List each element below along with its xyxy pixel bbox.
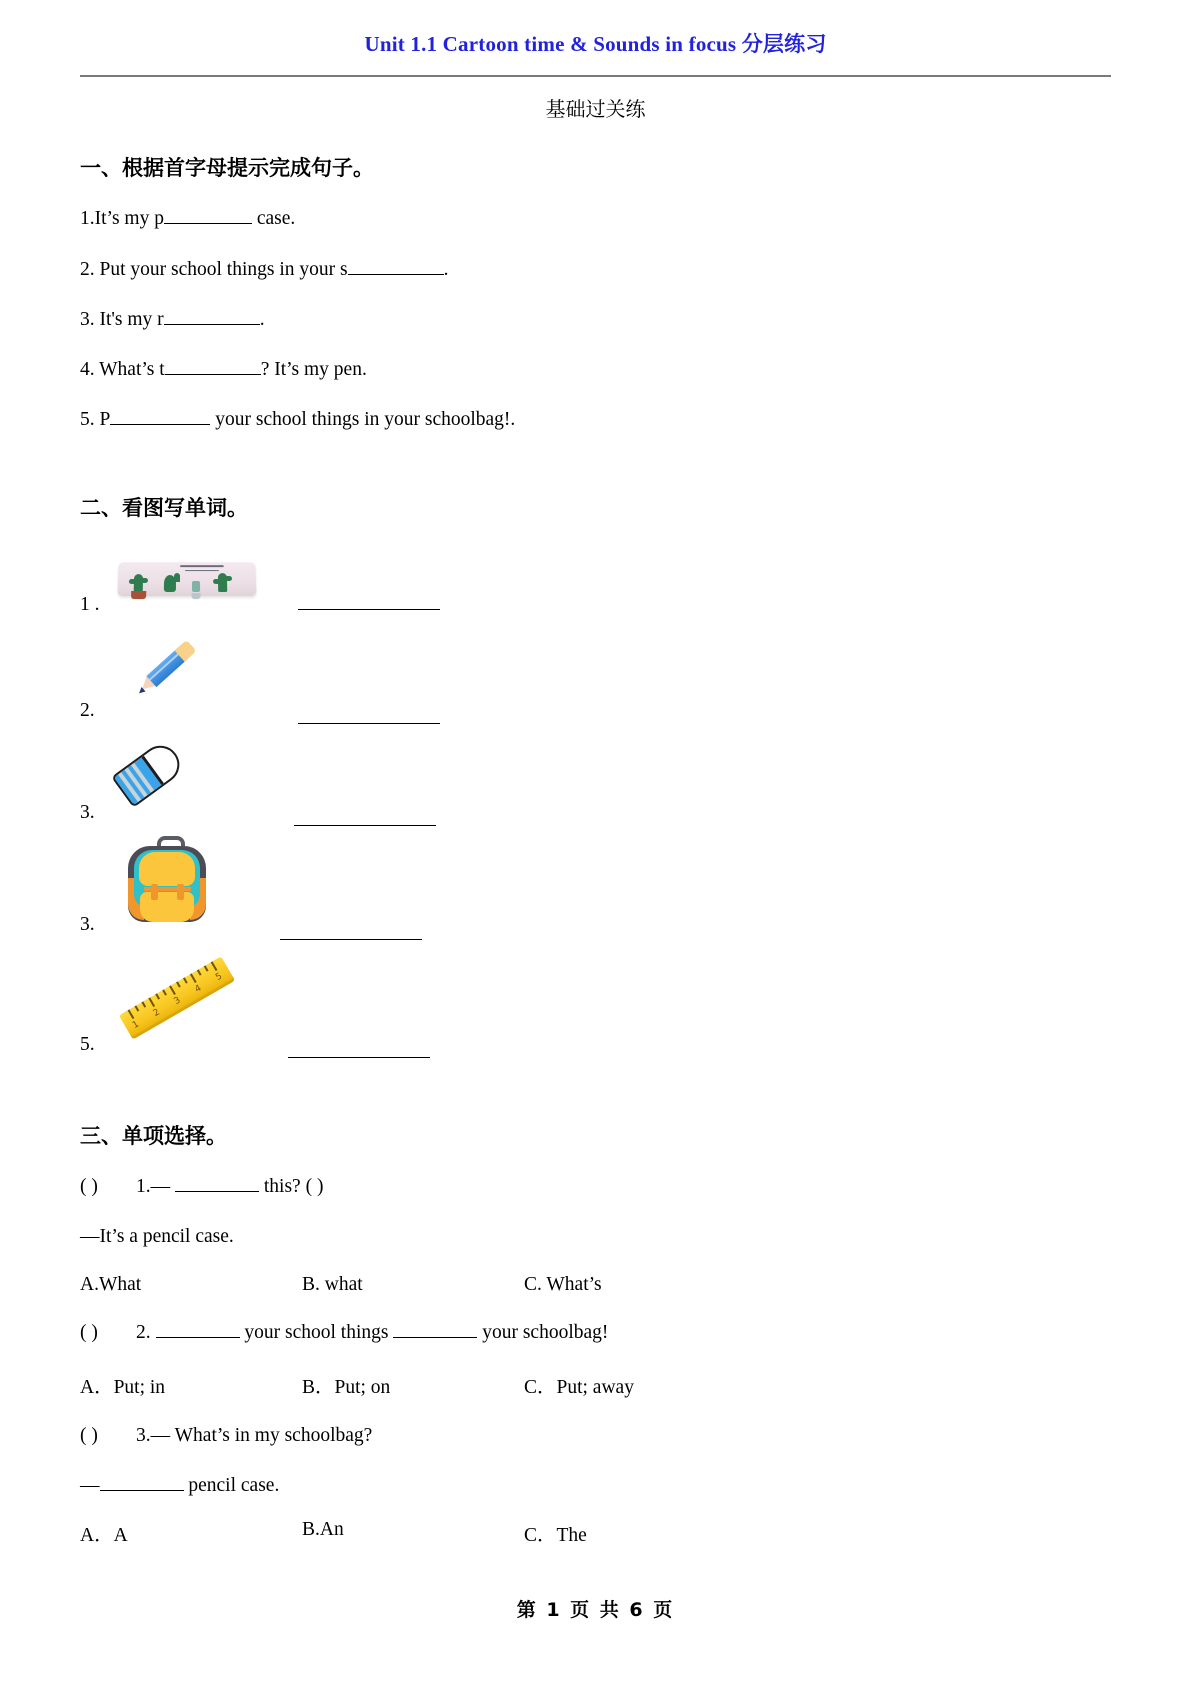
question-text: 3.— What’s in my schoolbag? — [136, 1424, 373, 1446]
item-number: 3. — [80, 801, 95, 823]
fill-blank[interactable] — [156, 1337, 240, 1338]
section-one-question-3 — [80, 307, 1111, 333]
question-text-mid: your school things — [244, 1322, 389, 1344]
section-two-heading: 二、看图写单词。 — [80, 495, 248, 520]
picture-word-list — [80, 540, 1111, 1058]
section-three-question-2 — [80, 1320, 1111, 1346]
question-text-end: case. — [251, 208, 296, 230]
option-c[interactable]: C．Put; away — [524, 1376, 634, 1398]
option-b[interactable]: B．Put; on — [302, 1376, 391, 1398]
fill-blank[interactable] — [165, 374, 261, 375]
section-three-question-2-options — [80, 1371, 1111, 1399]
backpack-icon — [124, 834, 210, 926]
option-b[interactable]: B.An — [302, 1519, 344, 1541]
answer-blank-2[interactable] — [298, 723, 440, 724]
item-number: 1 . — [80, 593, 100, 615]
pencil-icon — [128, 626, 208, 706]
section-three-heading: 三、单项选择。 — [80, 1123, 227, 1148]
answer-paren[interactable]: ( ) — [80, 1424, 98, 1446]
section-one-question-1 — [80, 206, 1111, 232]
picture-item-4 — [80, 828, 1111, 940]
picture-item-5 — [80, 940, 1111, 1058]
cactus-icon — [218, 573, 227, 592]
document-subtitle: 基础过关练 — [545, 97, 646, 122]
question-text: 5. P — [80, 409, 111, 431]
ruler-number: 4 — [193, 983, 204, 995]
ruler-body — [119, 956, 235, 1039]
fill-blank[interactable] — [100, 1490, 184, 1491]
section-three-question-3-options — [80, 1519, 1111, 1547]
option-c[interactable]: C．The — [524, 1525, 587, 1547]
ruler-number: 2 — [151, 1007, 162, 1019]
question-text-end: your schoolbag! — [482, 1322, 609, 1344]
picture-item-2 — [80, 616, 1111, 728]
pencil-case-icon — [118, 562, 256, 596]
fill-blank[interactable] — [175, 1191, 259, 1192]
title-divider — [80, 75, 1111, 77]
page-footer: 第 1 页 共 6 页 — [516, 1599, 675, 1621]
section-one-heading: 一、根据首字母提示完成句子。 — [80, 156, 374, 181]
ruler-number: 1 — [130, 1019, 141, 1031]
answer-suffix: pencil case. — [188, 1475, 280, 1496]
option-a[interactable]: A．Put; in — [80, 1376, 166, 1398]
section-three-question-3 — [80, 1423, 1111, 1449]
item-number: 3. — [80, 913, 95, 935]
question-text: 2. Put your school things in your s — [80, 258, 348, 280]
eraser-icon — [110, 732, 188, 810]
question-text: 1.It’s my p — [80, 208, 164, 230]
question-text: 1.— — [136, 1175, 171, 1197]
option-b[interactable]: B. what — [302, 1274, 363, 1296]
question-text-end: this? ( ) — [263, 1175, 324, 1197]
section-three-question-1 — [80, 1174, 1111, 1200]
question-text: 4. What’s t — [80, 359, 165, 381]
ruler-number: 3 — [172, 995, 183, 1007]
ruler-number: 5 — [214, 971, 225, 983]
option-c[interactable]: C. What’s — [524, 1274, 602, 1296]
answer-blank-3[interactable] — [294, 825, 436, 826]
question-text-end: . — [443, 258, 449, 280]
cactus-icon — [164, 575, 176, 592]
cactus-pot-icon — [192, 581, 200, 592]
option-a[interactable]: A.What — [80, 1274, 142, 1296]
answer-blank-1[interactable] — [298, 609, 440, 610]
fill-blank[interactable] — [348, 274, 444, 275]
section-three-question-1-options — [80, 1274, 1111, 1296]
section-one-question-2 — [80, 257, 1111, 283]
answer-blank-5[interactable] — [288, 1057, 430, 1058]
item-number: 5. — [80, 1033, 95, 1055]
answer-paren[interactable]: ( ) — [80, 1175, 98, 1197]
cactus-icon — [134, 574, 143, 592]
picture-item-1 — [80, 540, 1111, 616]
answer-prefix: — — [80, 1475, 100, 1496]
option-a[interactable]: A．A — [80, 1525, 128, 1547]
section-one-question-4 — [80, 357, 1111, 383]
picture-item-3 — [80, 728, 1111, 828]
question-text-end: your school things in your schoolbag!. — [210, 409, 516, 431]
fill-blank[interactable] — [393, 1337, 477, 1338]
question-text-end: ? It’s my pen. — [260, 359, 367, 381]
section-one-question-5 — [80, 407, 1111, 433]
fill-blank[interactable] — [164, 324, 260, 325]
question-text: 2. — [136, 1322, 151, 1344]
section-three-question-3-answer — [80, 1473, 1111, 1499]
question-text-end: . — [259, 308, 265, 330]
fill-blank[interactable] — [164, 223, 252, 224]
document-title: Unit 1.1 Cartoon time & Sounds in focus 分层练习 — [364, 32, 827, 56]
section-three-question-1-answer: —It’s a pencil case. — [80, 1226, 234, 1248]
fill-blank[interactable] — [110, 424, 210, 425]
item-number: 2. — [80, 699, 95, 721]
answer-paren[interactable]: ( ) — [80, 1322, 98, 1344]
question-text: 3. It's my r — [80, 308, 164, 330]
ruler-icon — [120, 958, 230, 1042]
